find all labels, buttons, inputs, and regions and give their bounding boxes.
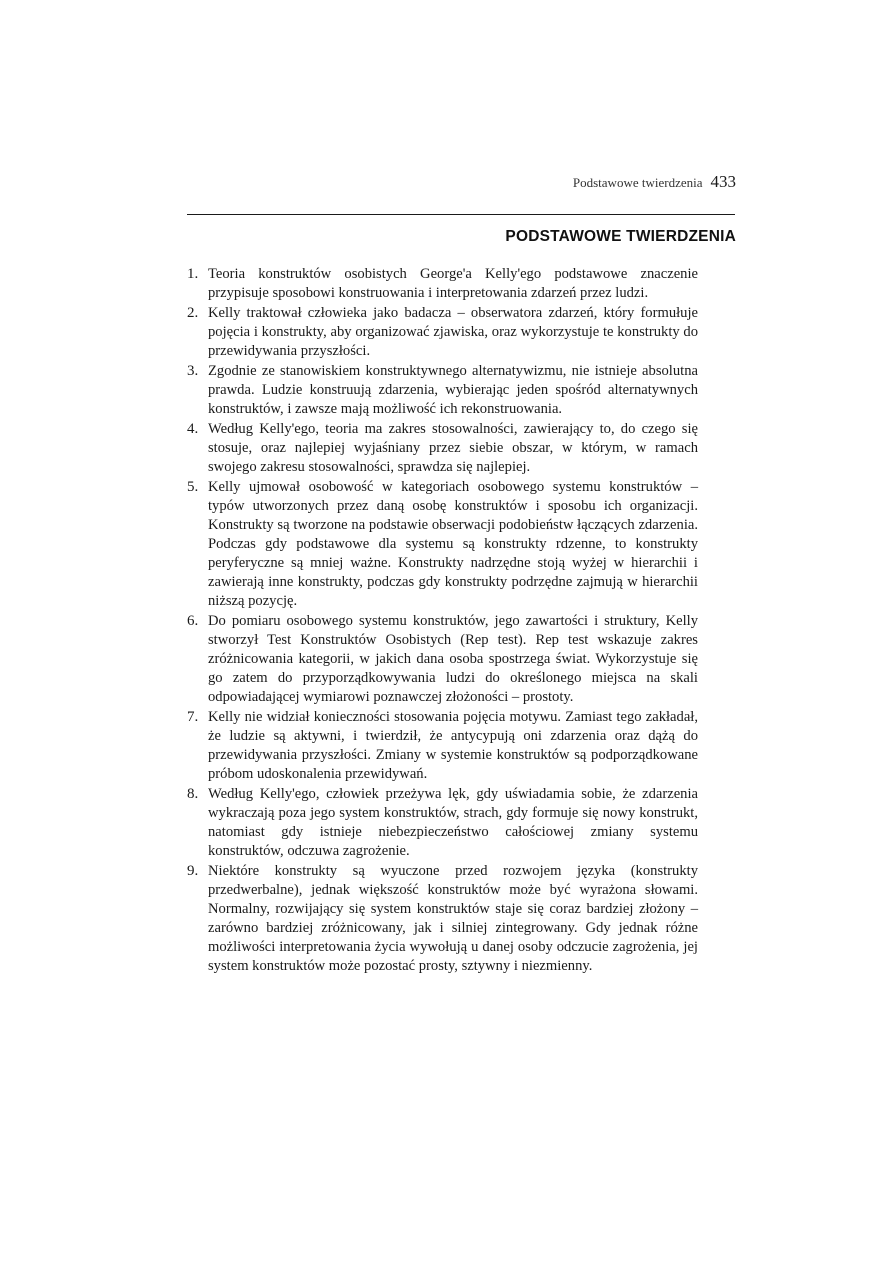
statement-number: 9. — [187, 863, 199, 879]
statement-number: 4. — [187, 421, 199, 437]
statement-text: Niektóre konstrukty są wyuczone przed rozwojem języka (konstrukty przedwerbalne), jednak większość konstruktów może być wyrażona słowami. Normalny, rozwijający się system konstruktów staje się coraz bardziej złożony – zarówno bardziej zróżnicowany, jak i silniej zintegrowany. Gdy jednak różne możliwości interpretowania życia wywołują u danej osoby odczucie zagrożenia, jej system konstruktów może pozostać prosty, sztywny i niezmienny. — [208, 863, 698, 974]
statement-text: Według Kelly'ego, człowiek przeżywa lęk, gdy uświadamia sobie, że zdarzenia wykraczają poza jego system konstruktów, strach, gdy formuje się nowy konstrukt, natomiast gdy istnieje niebezpieczeństwo całościowej zmiany systemu konstruktów, odczuwa zagrożenie. — [208, 786, 698, 859]
statement-number: 5. — [187, 479, 199, 495]
statement-text: Do pomiaru osobowego systemu konstruktów, jego zawartości i struktury, Kelly stworzył Test Konstruktów Osobistych (Rep test). Rep test wskazuje zakres zróżnicowania kategorii, w jakich dana osoba spostrzega świat. Wykorzystuje się go zatem do przyporządkowywania ludzi do określonego miejsca na skali odpowiadającej wymiarowi poznawczej złożoności – prostoty. — [208, 613, 698, 705]
statement-item — [187, 478, 698, 611]
statement-item — [187, 862, 698, 976]
statement-number: 6. — [187, 613, 199, 629]
statement-item — [187, 708, 698, 784]
statement-text: Teoria konstruktów osobistych George'a Kelly'ego podstawowe znaczenie przypisuje sposobowi konstruowania i interpretowania zdarzeń przez ludzi. — [208, 266, 698, 301]
statement-text: Zgodnie ze stanowiskiem konstruktywnego alternatywizmu, nie istnieje absolutna prawda. Ludzie konstruują zdarzenia, wybierając jeden spośród alternatywnych konstruktów, i zawsze mają możliwość ich rekonstruowania. — [208, 363, 698, 417]
statement-item — [187, 265, 698, 303]
statement-text: Kelly nie widział konieczności stosowania pojęcia motywu. Zamiast tego zakładał, że ludzie są aktywni, i twierdził, że antycypują oni zdarzenia oraz dążą do przewidywania przyszłości. Zmiany w systemie konstruktów są podporządkowane próbom udoskonalenia przewidywań. — [208, 709, 698, 782]
page-number: 433 — [710, 172, 736, 191]
statement-text: Kelly traktował człowieka jako badacza – obserwatora zdarzeń, który formułuje pojęcia i konstrukty, aby organizować zjawiska, oraz wykorzystuje te konstrukty do przewidywania przyszłości. — [208, 305, 698, 359]
statement-item — [187, 304, 698, 361]
statement-number: 1. — [187, 266, 199, 282]
statement-number: 8. — [187, 786, 199, 802]
running-title: Podstawowe twierdzenia — [572, 175, 703, 190]
section-divider — [187, 214, 735, 215]
statement-text: Kelly ujmował osobowość w kategoriach osobowego systemu konstruktów – typów utworzonych przez daną osobę konstruktów i sposobu ich organizacji. Konstrukty są tworzone na podstawie obserwacji podobieństw łączących zdarzenia. Podczas gdy podstawowe dla systemu są konstrukty rdzenne, to konstrukty peryferyczne są mniej ważne. Konstrukty nadrzędne stoją wyżej w hierarchii i zawierają inne konstrukty, podczas gdy konstrukty podrzędne zajmują w hierarchii niższą pozycję. — [208, 479, 698, 609]
statement-number: 3. — [187, 363, 199, 379]
statement-text: Według Kelly'ego, teoria ma zakres stosowalności, zawierający to, do czego się stosuje, oraz najlepiej wyjaśniany przez siebie obszar, w którym, w ramach swojego zakresu stosowalności, sprawdza się najlepiej. — [208, 421, 698, 475]
statement-number: 7. — [187, 709, 199, 725]
statement-number: 2. — [187, 305, 199, 321]
statement-item — [187, 420, 698, 477]
section-heading: PODSTAWOWE TWIERDZENIA — [505, 228, 736, 245]
statements-list — [187, 265, 698, 977]
statement-item — [187, 785, 698, 861]
statement-item — [187, 362, 698, 419]
running-header — [573, 172, 736, 192]
statement-item — [187, 612, 698, 707]
